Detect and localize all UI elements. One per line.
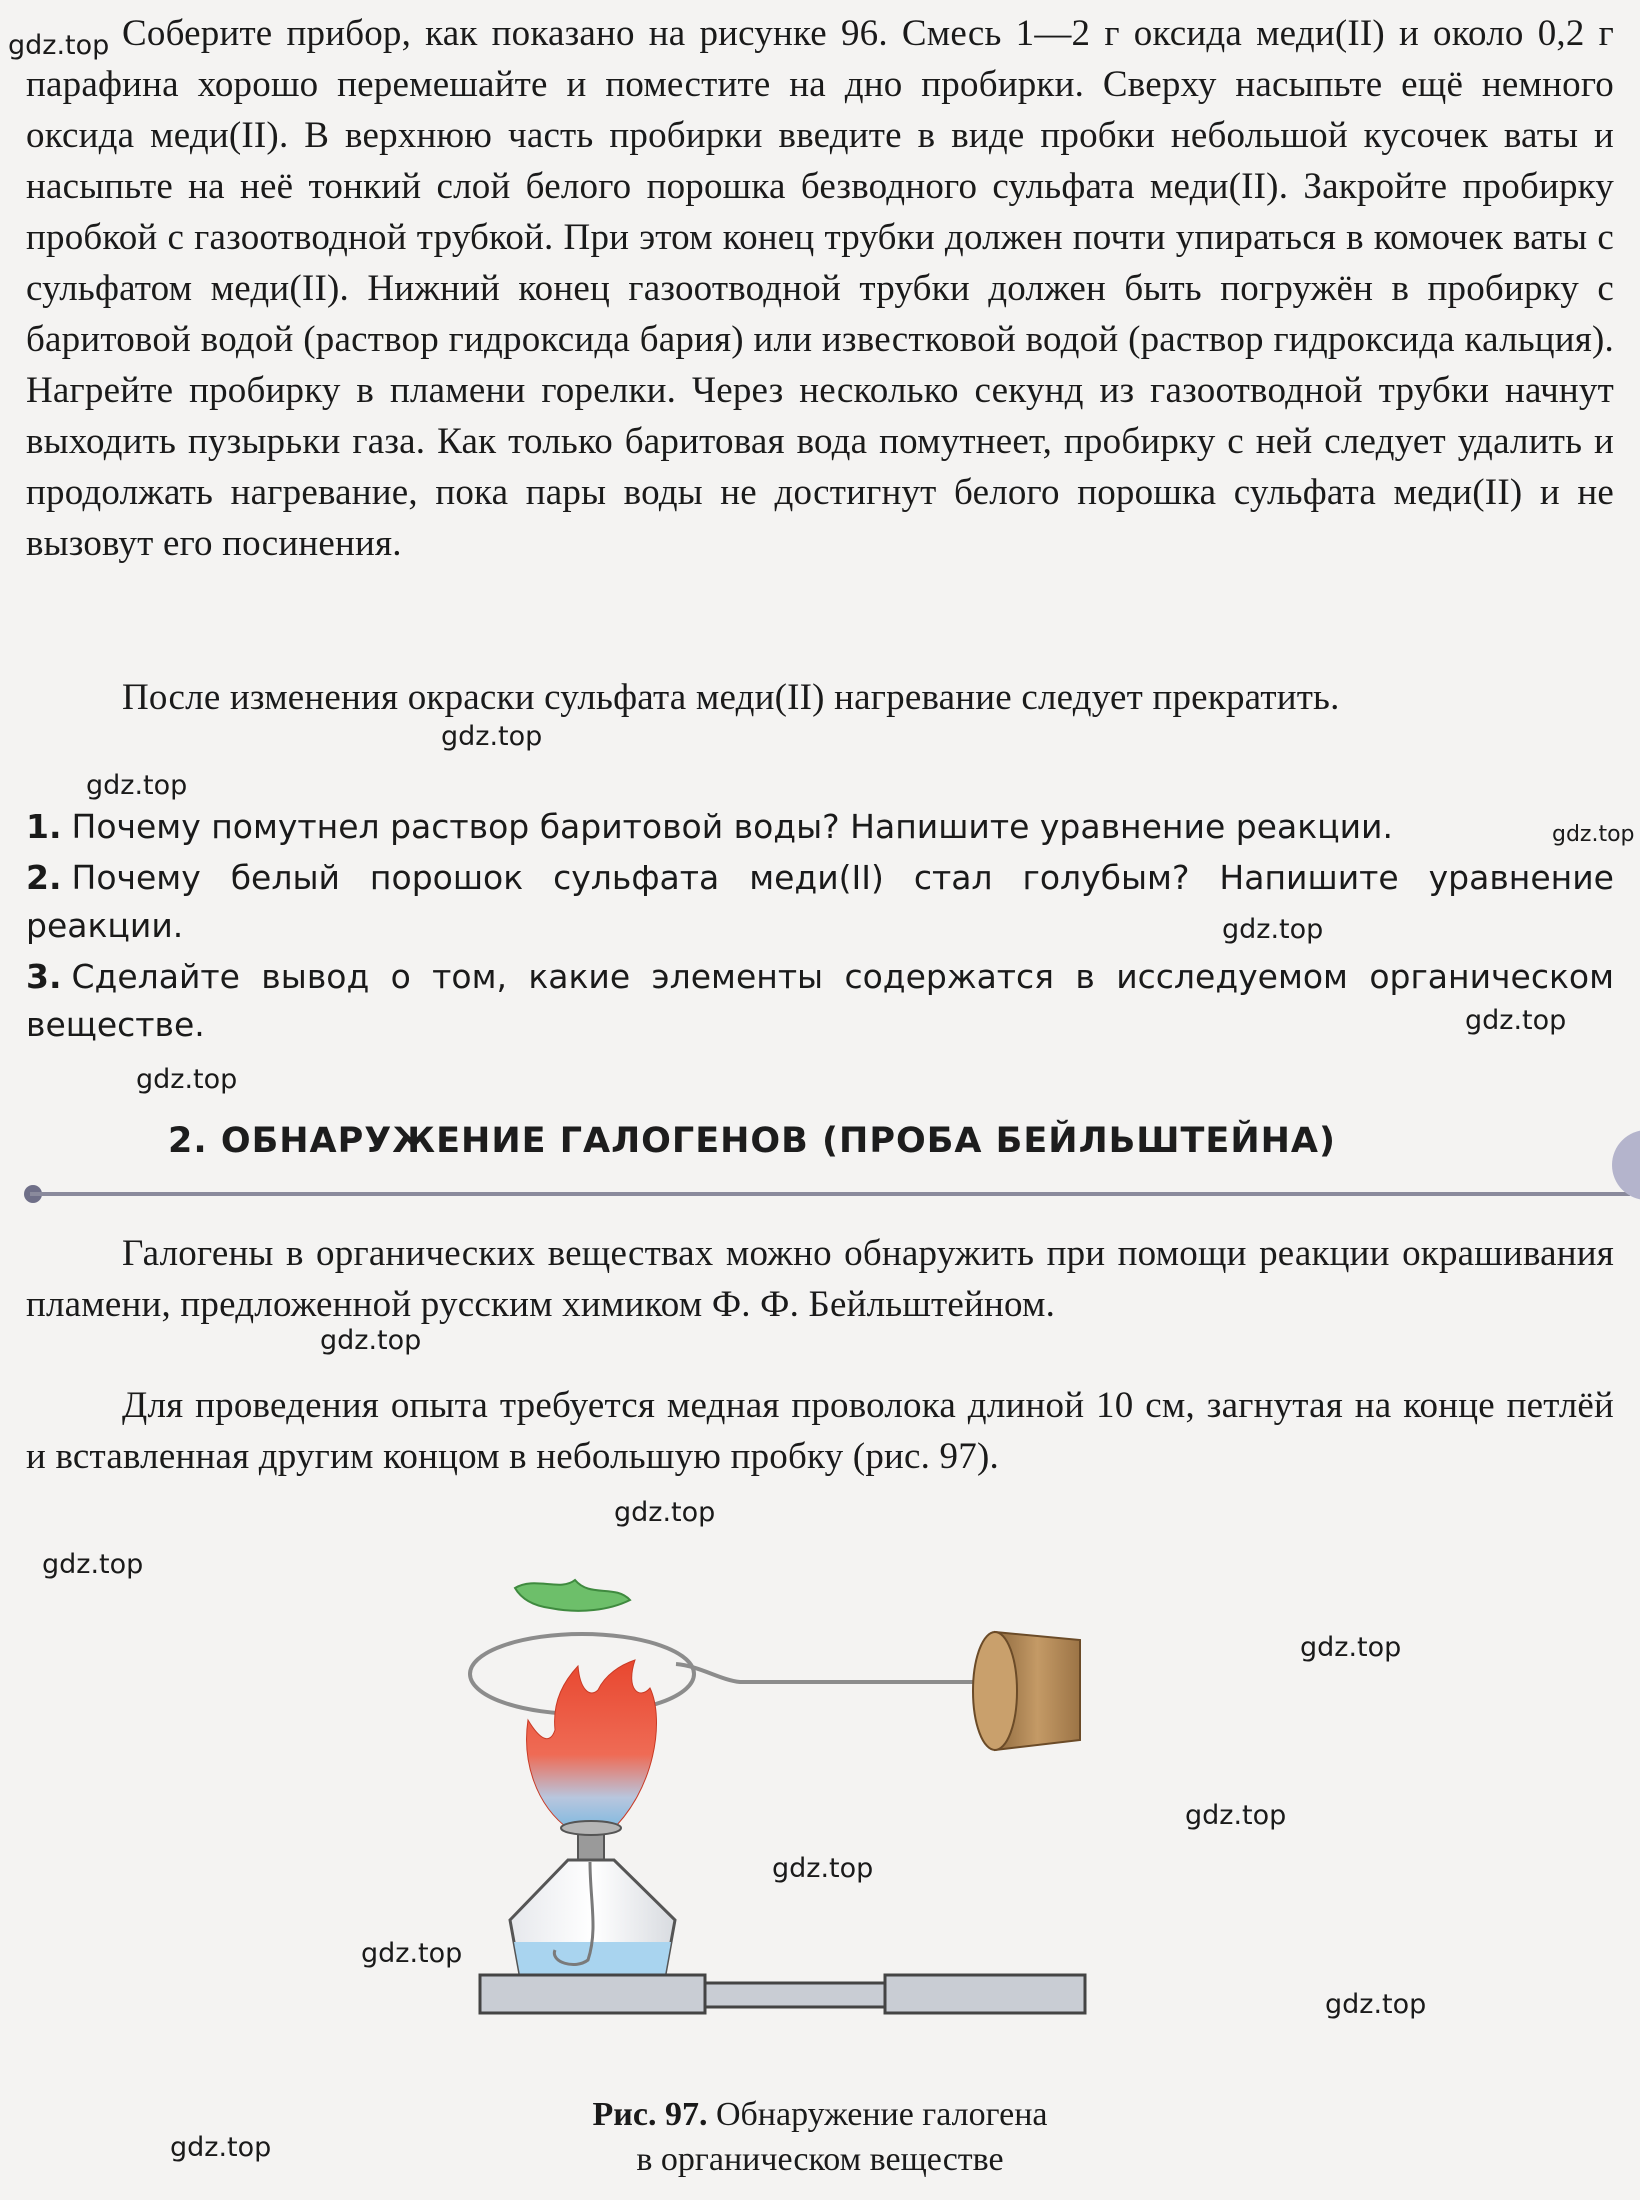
- watermark: gdz.top: [170, 2132, 272, 2163]
- question-text: Почему помутнел раствор баритовой воды? Напишите уравнение реакции.: [71, 807, 1393, 846]
- watermark: gdz.top: [1185, 1800, 1287, 1831]
- flame: [527, 1660, 657, 1832]
- figure-caption: [470, 2092, 1170, 2182]
- figure-caption-line1: Обнаружение галогена: [715, 2096, 1048, 2133]
- figure-label: Рис. 97.: [592, 2096, 708, 2133]
- question-list: [26, 803, 1614, 1052]
- watermark: gdz.top: [361, 1938, 463, 1969]
- paragraph-beilstein-intro: Галогены в органических веществах можно обнаружить при помощи реакции окрашивания пламени, предложенной русским химиком Ф. Ф. Бейльштейном.: [26, 1233, 1614, 1325]
- question-item: [26, 854, 1614, 950]
- watermark: gdz.top: [1552, 822, 1635, 847]
- question-number: 2.: [26, 858, 62, 897]
- question-text: Сделайте вывод о том, какие элементы содержатся в исследуемом органическом веществе.: [26, 957, 1614, 1044]
- watermark: gdz.top: [86, 770, 188, 801]
- paragraph-procedure: Соберите прибор, как показано на рисунке 96. Смесь 1—2 г оксида меди(II) и около 0,2 г парафина хорошо перемешайте и поместите на дно пробирки. Сверху насыпьте ещё немного оксида меди(II). В верхнюю часть пробирки введите в виде пробки небольшой кусочек ваты и насыпьте на неё тонкий слой белого порошка безводного сульфата меди(II). Закройте пробирку пробкой с газоотводной трубкой. При этом конец трубки должен почти упираться в комочек ваты с сульфатом меди(II). Нижний конец газоотводной трубки должен быть погружён в пробирку с баритовой водой (раствор гидроксида бария) или известковой водой (раствор гидроксида кальция). Нагрейте пробирку в пламени горелки. Через несколько секунд из газоотводной трубки начнут выходить пузырьки газа. Как только баритовая вода помутнеет, пробирку с ней следует удалить и продолжать нагревание, пока пары воды не достигнут белого порошка сульфата меди(II) и не вызовут его посинения.: [26, 13, 1614, 564]
- watermark: gdz.top: [8, 30, 110, 61]
- green-flame-tip: [515, 1580, 630, 1611]
- base-stand-right: [885, 1975, 1085, 2013]
- watermark: gdz.top: [772, 1853, 874, 1884]
- watermark: gdz.top: [614, 1497, 716, 1528]
- question-number: 1.: [26, 807, 62, 846]
- watermark: gdz.top: [42, 1549, 144, 1580]
- watermark: gdz.top: [1222, 914, 1324, 945]
- watermark: gdz.top: [1465, 1005, 1567, 1036]
- page-side-tab: [1612, 1130, 1640, 1200]
- base-stand-bar: [705, 1983, 885, 2007]
- watermark: gdz.top: [320, 1325, 422, 1356]
- paragraph-stop-heating: После изменения окраски сульфата меди(II) нагревание следует прекратить.: [122, 677, 1340, 718]
- watermark: gdz.top: [1325, 1989, 1427, 2020]
- figure-caption-line2: в органическом веществе: [636, 2141, 1004, 2178]
- question-item: [26, 953, 1614, 1049]
- watermark: gdz.top: [136, 1064, 238, 1095]
- question-number: 3.: [26, 957, 62, 996]
- section-rule: [30, 1192, 1630, 1196]
- base-stand-left: [480, 1975, 705, 2013]
- question-text: Почему белый порошок сульфата меди(II) стал голубым? Напишите уравнение реакции.: [26, 858, 1614, 945]
- section-heading: 2. ОБНАРУЖЕНИЕ ГАЛОГЕНОВ (ПРОБА БЕЙЛЬШТЕЙНА): [168, 1121, 1336, 1161]
- watermark: gdz.top: [1300, 1632, 1402, 1663]
- watermark: gdz.top: [441, 721, 543, 752]
- figure-beilstein-test: [440, 1570, 1120, 2050]
- paragraph-copper-wire: Для проведения опыта требуется медная проволока длиной 10 см, загнутая на конце петлёй и вставленная другим концом в небольшую пробку (рис. 97).: [26, 1385, 1614, 1477]
- question-item: [26, 803, 1614, 851]
